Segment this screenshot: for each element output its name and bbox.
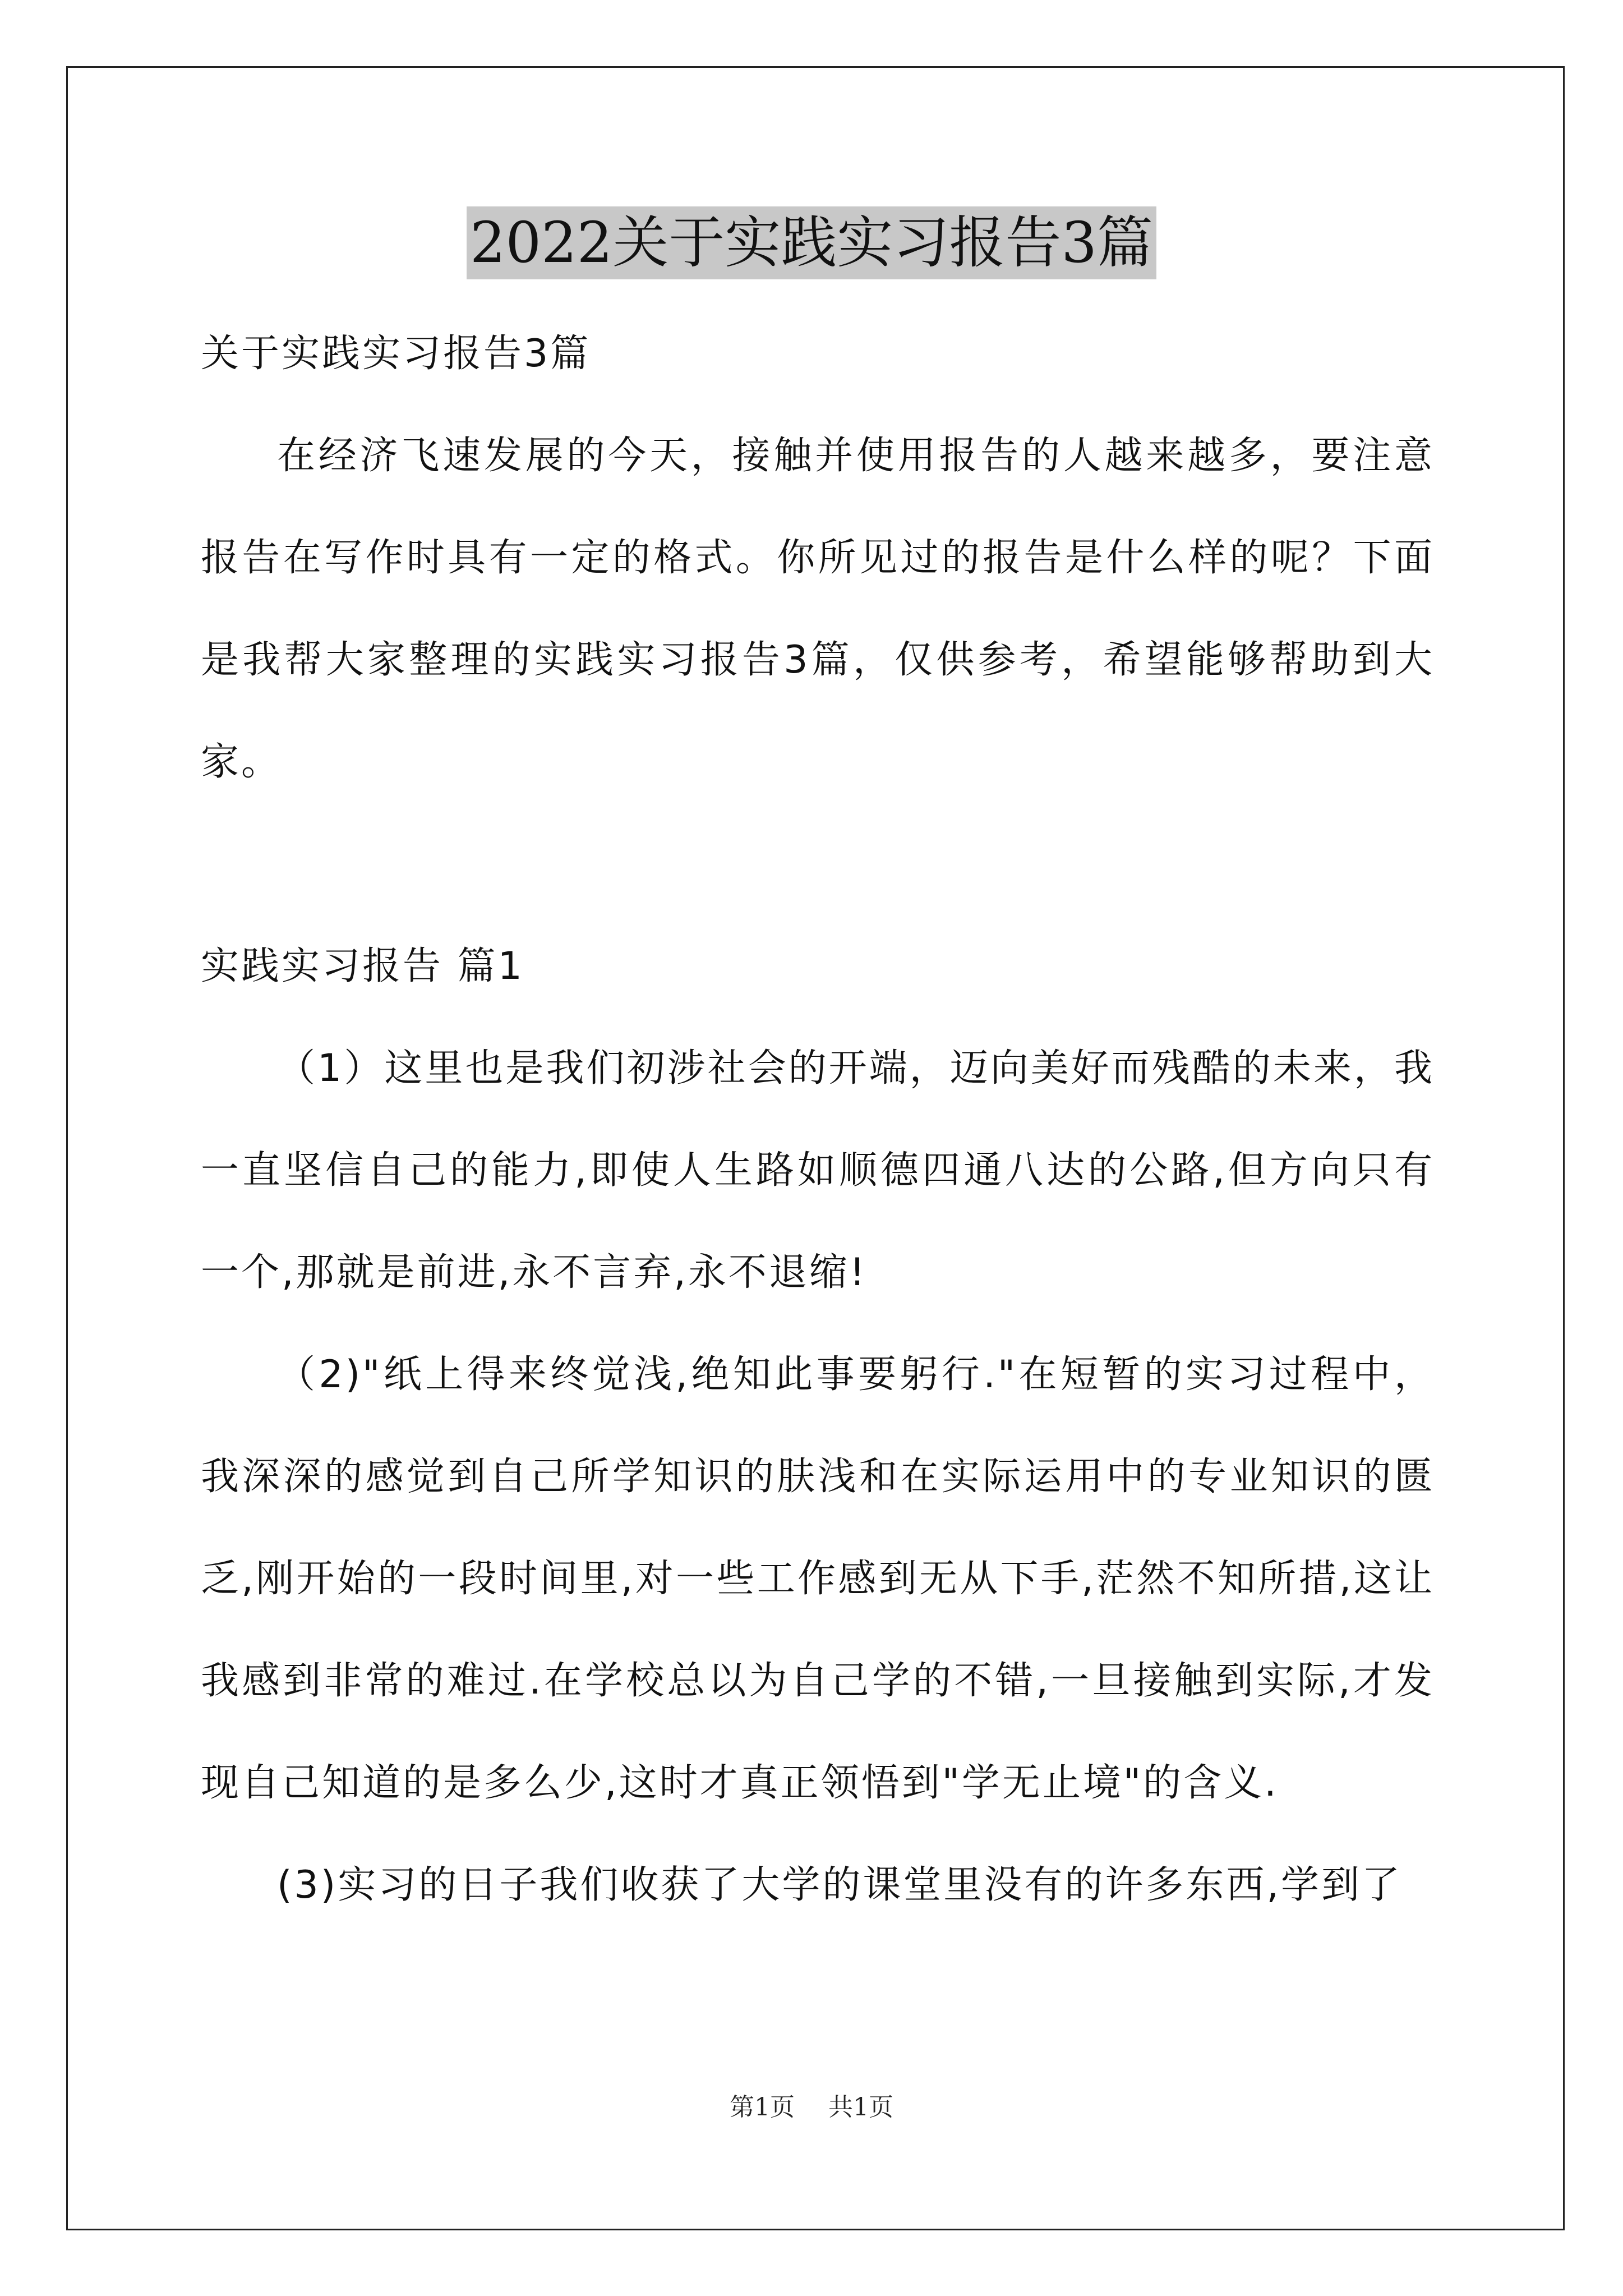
document-title: 2022关于实践实习报告3篇 bbox=[467, 206, 1156, 279]
section-heading: 实践实习报告 篇1 bbox=[201, 944, 524, 988]
paragraph-spacer bbox=[201, 813, 1435, 915]
document-subtitle: 关于实践实习报告3篇 bbox=[201, 332, 591, 376]
body-paragraph-3: (3)实习的日子我们收获了大学的课堂里没有的许多东西,学到了 bbox=[277, 1863, 1402, 1907]
page-number-total: 共1页 bbox=[828, 2093, 893, 2122]
document-body bbox=[201, 303, 1435, 1936]
page-footer bbox=[0, 2087, 1623, 2123]
title-container bbox=[0, 206, 1623, 279]
body-paragraph-1: （1）这里也是我们初涉社会的开端，迈向美好而残酷的未来，我一直坚信自己的能力,即使人生路如顺德四通八达的公路,但方向只有一个,那就是前进,永不言弃,永不退缩! bbox=[201, 1046, 1435, 1295]
body-paragraph-2: （2)"纸上得来终觉浅,绝知此事要躬行."在短暂的实习过程中，我深深的感觉到自己所学知识的肤浅和在实际运用中的专业知识的匮乏,刚开始的一段时间里,对一些工作感到无从下手,茫然不知所措,这让我感到非常的难过.在学校总以为自己学的不错,一旦接触到实际,才发现自己知道的是多么少,这时才真正领悟到"学无止境"的含义. bbox=[201, 1352, 1435, 1805]
page-number-current: 第1页 bbox=[730, 2093, 795, 2122]
intro-paragraph: 在经济飞速发展的今天，接触并使用报告的人越来越多，要注意报告在写作时具有一定的格式。你所见过的报告是什么样的呢？下面是我帮大家整理的实践实习报告3篇，仅供参考，希望能够帮助到大家。 bbox=[201, 434, 1435, 784]
